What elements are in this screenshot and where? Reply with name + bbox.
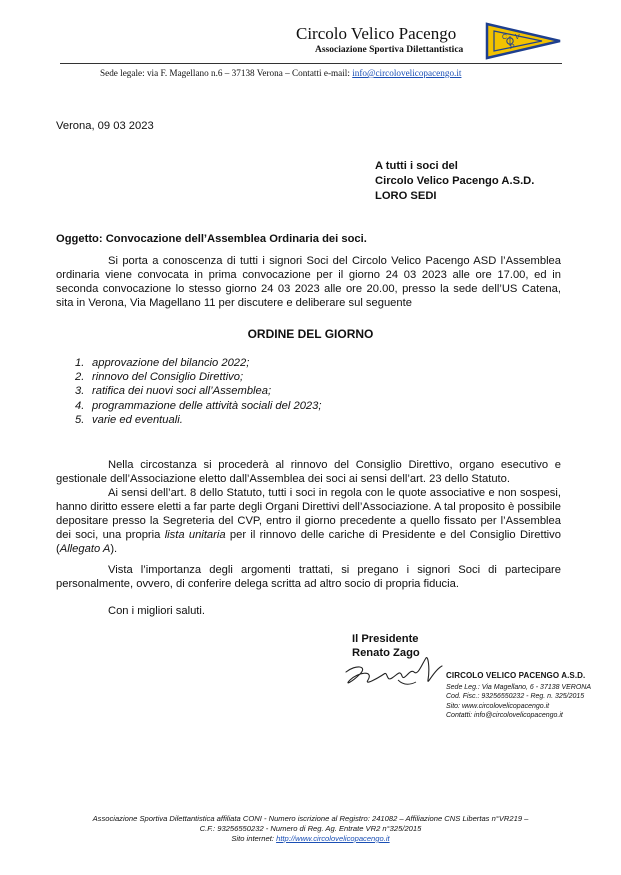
stamp-line: Sito: www.circolovelicopacengo.it: [446, 702, 550, 710]
footer: [0, 814, 621, 844]
agenda-item: 2. rinnovo del Consiglio Direttivo;: [75, 371, 244, 384]
agenda-item: 5. varie ed eventuali.: [75, 413, 183, 426]
footer-line: Sito internet: http://www.circolovelicopacengo.it: [231, 834, 390, 843]
org-name: Circolo Velico Pacengo: [296, 24, 457, 43]
signer-name: Renato Zago: [352, 647, 420, 659]
burgee-logo-icon: [485, 22, 562, 60]
statute-paragraph: Ai sensi dell’art. 8 dello Statuto, tutti i soci in regola con le quote associative e non sospesi, hanno diritto essere eletti a far parte degli Organi Direttivi dell’Associazione. A tal proposito è possibile depositare presso la Segreteria del CVP, entro il giorno precedente a quello fissato per l’Assemblea dei soci, una propria lista unitaria per il rinnovo delle cariche di Presidente e del Consiglio Direttivo (Allegato A).: [56, 487, 561, 555]
agenda-item: 4. programmazione delle attività sociali del 2023;: [75, 399, 322, 412]
importance-paragraph: Vista l’importanza degli argomenti trattati, si pregano i signori Soci di partecipare personalmente, ovvero, di conferire delega scritta ad altro socio di propria fiducia.: [56, 564, 561, 590]
stamp-title: CIRCOLO VELICO PACENGO A.S.D.: [446, 671, 586, 680]
svg-text:V: V: [515, 34, 520, 41]
svg-text:P: P: [510, 44, 515, 51]
renewal-paragraph: Nella circostanza si procederà al rinnovo del Consiglio Direttivo, organo esecutivo e gestionale dell’Associazione eletto dall’Assemblea dei soci ai sensi dell’art. 23 dello Statuto.: [56, 459, 561, 485]
recipient-line: A tutti i soci del: [375, 160, 458, 172]
stamp-line: Sede Leg.: Via Magellano, 6 - 37138 VERONA: [446, 683, 592, 691]
header-divider: [60, 63, 562, 64]
recipient-line: Circolo Velico Pacengo A.S.D.: [375, 175, 535, 187]
recipient-line: LORO SEDI: [375, 190, 437, 202]
agenda-title: ORDINE DEL GIORNO: [247, 327, 374, 341]
org-subtitle: Associazione Sportiva Dilettantistica: [315, 45, 464, 55]
subject-line: Oggetto: Convocazione dell’Assemblea Ordinaria dei soci.: [56, 233, 367, 245]
website-link[interactable]: http://www.circolovelicopacengo.it: [276, 834, 390, 843]
intro-paragraph: Si porta a conoscenza di tutti i signori Soci del Circolo Velico Pacengo ASD l’Assemblea ordinaria viene convocata in prima convocazione per il giorno 24 03 2023 alle ore 17.00, ed in seconda convocazione lo stesso giorno 24 03 2023 alle ore 20.00, presso la sede dell’US Catena, sita in Verona, Via Magellano 11 per discutere e deliberare sul seguente: [56, 255, 561, 309]
footer-line: Associazione Sportiva Dilettantistica affiliata CONI - Numero iscrizione al Registro: 241082 – Affiliazione CNS Libertas n°VR219 –: [92, 814, 529, 823]
signer-role: Il Presidente: [352, 633, 419, 645]
association-stamp: [446, 671, 596, 721]
agenda-list: [75, 356, 475, 427]
agenda-item: 3. ratifica dei nuovi soci all’Assemblea;: [75, 385, 272, 398]
stamp-line: Contatti: info@circolovelicopacengo.it: [446, 712, 563, 719]
agenda-item: 1. approvazione del bilancio 2022;: [75, 357, 250, 369]
footer-line: C.F.: 93256550232 - Numero di Reg. Ag. Entrate VR2 n°325/2015: [199, 824, 422, 833]
closing-salutation: Con i migliori saluti.: [108, 605, 205, 617]
legal-address: Sede legale: via F. Magellano n.6 – 37138 Verona – Contatti e-mail: info@circolovelicopacengo.it: [100, 68, 462, 78]
stamp-line: Cod. Fisc.: 93256550232 - Reg. n. 325/2015: [446, 693, 585, 700]
contact-email-link[interactable]: info@circolovelicopacengo.it: [352, 68, 462, 78]
handwritten-signature: [338, 650, 446, 692]
svg-text:C: C: [502, 34, 508, 41]
letter-date: Verona, 09 03 2023: [56, 120, 154, 132]
